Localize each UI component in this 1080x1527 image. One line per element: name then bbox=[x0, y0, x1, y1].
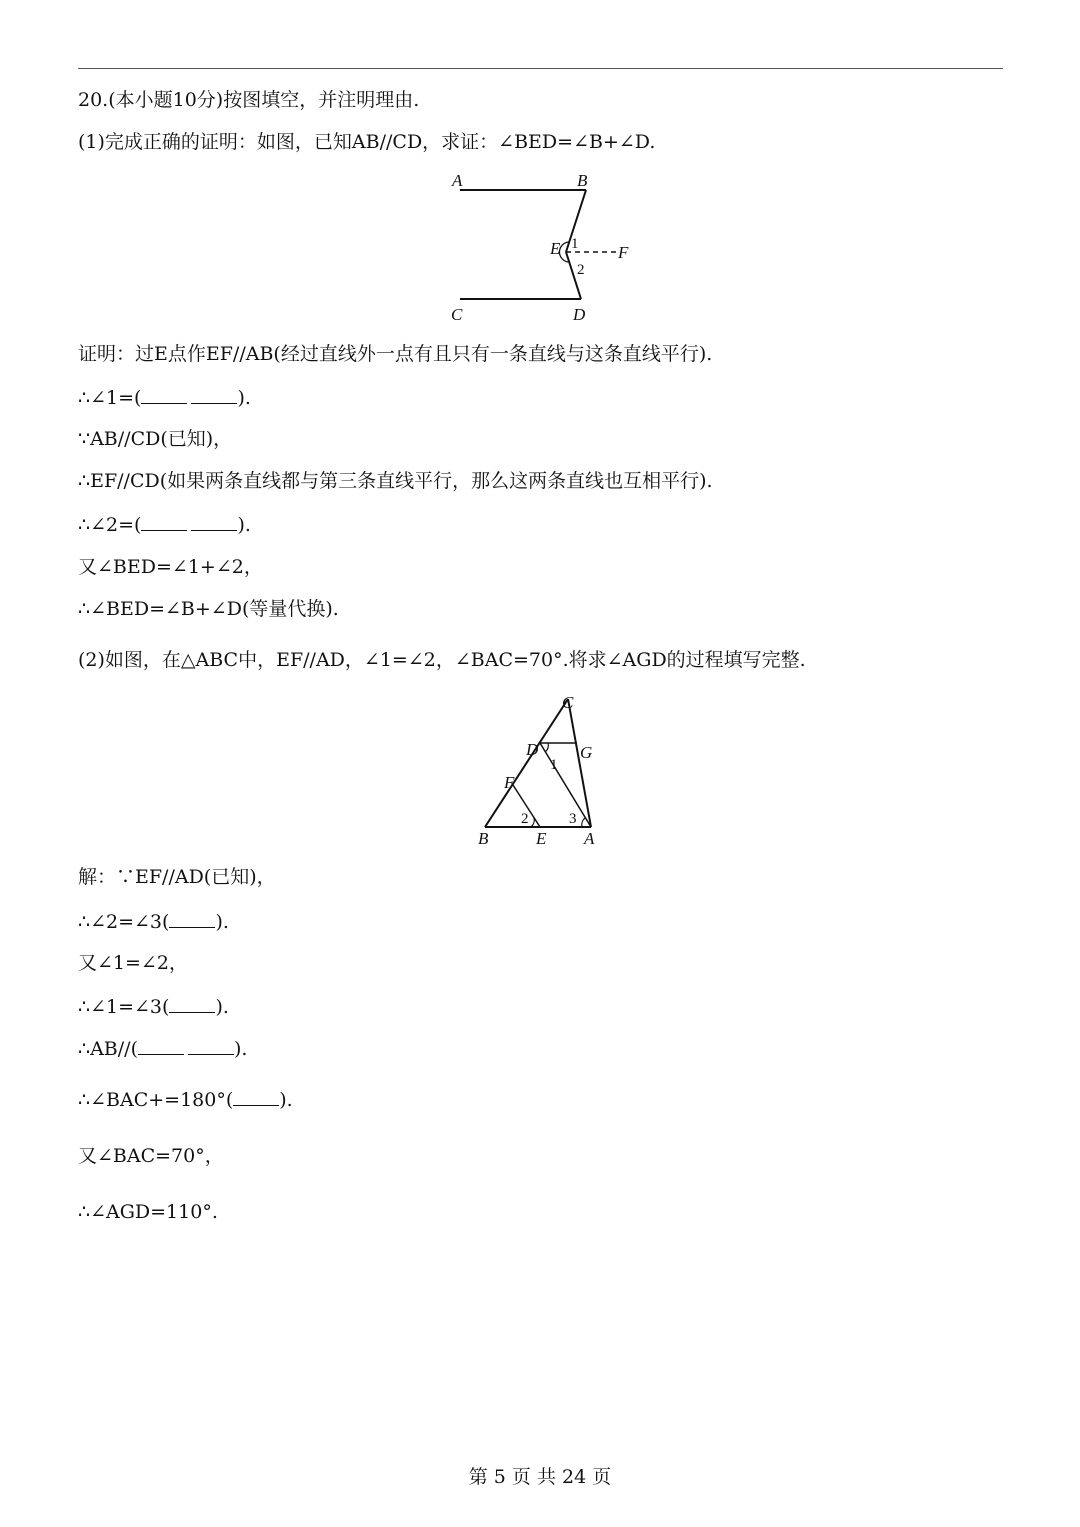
part2-step-7: 又∠BAC=70°， bbox=[78, 1145, 224, 1167]
reason-blank[interactable] bbox=[191, 385, 237, 404]
label-d: D bbox=[573, 305, 586, 324]
reason-blank[interactable] bbox=[169, 994, 215, 1013]
label-e: E bbox=[536, 829, 547, 848]
label-c: C bbox=[451, 305, 463, 324]
label-angle-2: 2 bbox=[521, 811, 529, 827]
label-angle-1: 1 bbox=[571, 236, 579, 252]
label-a: A bbox=[452, 171, 463, 190]
label-d: D bbox=[526, 740, 539, 759]
page-footer: 第 5 页 共 24 页 bbox=[468, 1466, 612, 1488]
part1-step-3: ∵AB//CD(已知)， bbox=[78, 428, 233, 450]
answer-blank[interactable] bbox=[141, 512, 187, 531]
part1-step-4: ∴EF//CD(如果两条直线都与第三条直线平行，那么这两条直线也互相平行). bbox=[78, 470, 713, 492]
part2-step-4: ∴∠1=∠3( ). bbox=[78, 996, 229, 1018]
part2-step-3: 又∠1=∠2， bbox=[78, 952, 188, 974]
label-b: B bbox=[577, 171, 588, 190]
answer-blank[interactable] bbox=[138, 1036, 184, 1055]
label-f: F bbox=[504, 773, 515, 792]
angle-arc-3 bbox=[582, 818, 585, 827]
part1-step-2: ∴∠1=( ). bbox=[78, 387, 251, 409]
figure-parallel-lines bbox=[440, 168, 640, 326]
reason-blank[interactable] bbox=[191, 512, 237, 531]
label-angle-1: 1 bbox=[550, 757, 558, 773]
part1-prompt: (1)完成正确的证明：如图，已知AB//CD，求证：∠BED=∠B+∠D. bbox=[78, 131, 656, 153]
part2-step-5: ∴AB//( ). bbox=[78, 1038, 248, 1060]
part1-step-6: 又∠BED=∠1+∠2， bbox=[78, 556, 263, 578]
part1-step-1: 证明：过E点作EF//AB(经过直线外一点有且只有一条直线与这条直线平行). bbox=[78, 343, 713, 365]
part1-step-5: ∴∠2=( ). bbox=[78, 514, 251, 536]
reason-blank[interactable] bbox=[169, 909, 215, 928]
label-c: C bbox=[562, 693, 574, 712]
part2-step-8: ∴∠AGD=110°. bbox=[78, 1201, 218, 1223]
part2-prompt: (2)如图，在△ABC中，EF//AD，∠1=∠2，∠BAC=70°.将求∠AGD的过程填写完整. bbox=[78, 649, 806, 671]
part2-step-2: ∴∠2=∠3( ). bbox=[78, 911, 229, 933]
part1-step-7: ∴∠BED=∠B+∠D(等量代换). bbox=[78, 598, 339, 620]
reason-blank[interactable] bbox=[188, 1036, 234, 1055]
reason-blank[interactable] bbox=[233, 1087, 279, 1106]
label-a: A bbox=[584, 829, 595, 848]
label-g: G bbox=[580, 743, 593, 762]
figure-triangle bbox=[470, 690, 610, 850]
part2-step-6: ∴∠BAC+=180°( ). bbox=[78, 1089, 293, 1111]
label-angle-2: 2 bbox=[577, 262, 585, 278]
angle-arc-2 bbox=[531, 818, 534, 827]
part2-step-1: 解：∵EF//AD(已知)， bbox=[78, 866, 276, 888]
answer-blank[interactable] bbox=[141, 385, 187, 404]
label-b: B bbox=[478, 829, 489, 848]
problem-header: 20.(本小题10分)按图填空，并注明理由. bbox=[78, 89, 420, 111]
label-f: F bbox=[618, 243, 629, 262]
label-angle-3: 3 bbox=[569, 811, 577, 827]
top-rule bbox=[78, 68, 1003, 69]
label-e: E bbox=[550, 239, 561, 258]
